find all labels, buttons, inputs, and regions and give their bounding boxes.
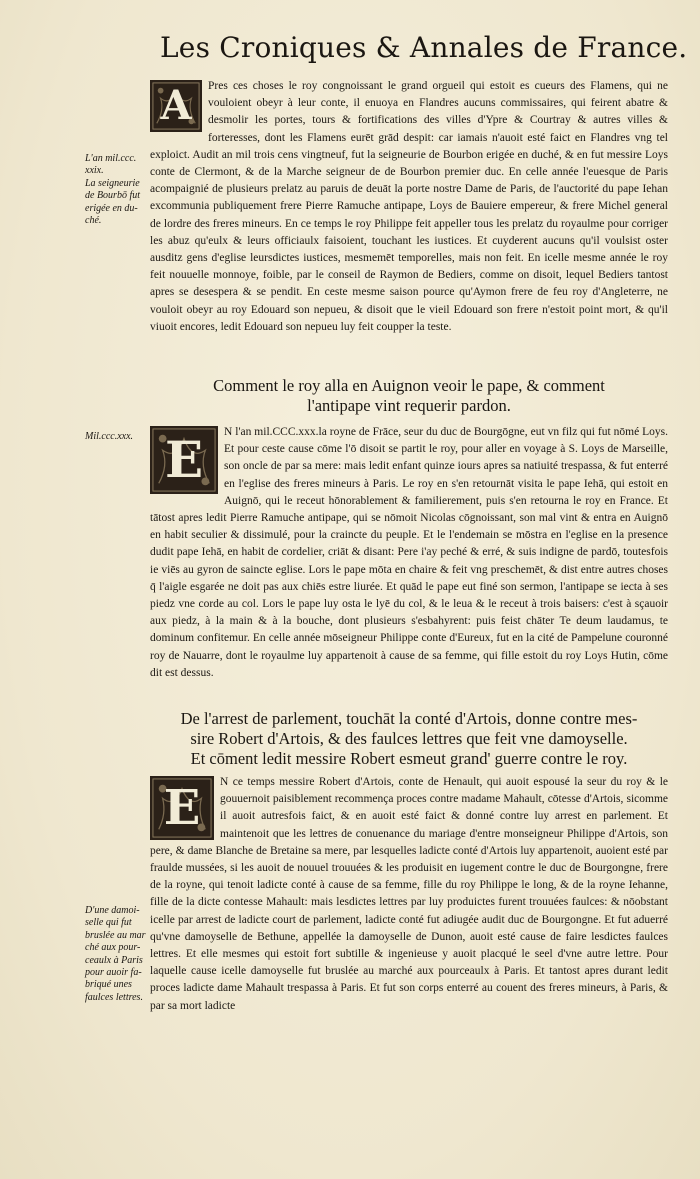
running-title: Les Croniques & Annales de France. <box>160 31 688 64</box>
decorated-initial <box>150 776 214 840</box>
sidenote-line: de Bourbō fut <box>85 190 140 202</box>
paragraph-3 <box>150 774 668 1015</box>
chapter-heading-1 <box>150 376 668 416</box>
sidenote-line: selle qui fut <box>85 917 132 929</box>
sidenote-line: ché aux pour- <box>85 942 141 954</box>
sidenote-damoiselle <box>85 905 147 1004</box>
heading-line: De l'arrest de parlement, touchāt la conté d'Artois, donne contre mes- <box>180 709 638 728</box>
sidenote-line: bruslée au mar <box>85 929 146 941</box>
initial-letter: E <box>164 430 204 489</box>
decorated-initial <box>150 426 218 494</box>
chapter-heading-2 <box>150 709 668 769</box>
heading-line: Comment le roy alla en Auignon veoir le pape, & comment <box>213 376 605 395</box>
heading-line: sire Robert d'Artois, & des faulces lettres que feit vne damoyselle. <box>190 729 628 748</box>
sidenote-line: Mil.ccc.xxx. <box>85 431 134 442</box>
initial-letter: E <box>163 780 201 836</box>
sidenote-line: pour auoir fa- <box>85 967 142 979</box>
heading-line: l'antipape vint requerir pardon. <box>307 396 511 415</box>
paragraph-2 <box>150 424 668 682</box>
sidenote-line: L'an mil.ccc. <box>85 153 137 164</box>
sidenote-line: faulces lettres. <box>85 991 143 1003</box>
paragraph-1 <box>150 78 668 336</box>
sidenote-line: briqué unes <box>85 979 132 991</box>
paragraph-text: Pres ces choses le roy congnoissant le grand orgueil qui estoit es cueurs des Flamens, qui ne vouloient obeyr à leur conte, il enuoya en Flandres aucuns commissaires, qui feirent abatre & desmolir les portes, tours & fortifications des villes d'Ypre & Courtray & autres villes & forteresses, dont les Flamens eurēt grād despit: car iamais n'auoit esté faict en Flandres vng tel exploict. Audit an mil trois cens vingtneuf, fut la seigneurie de Bourbon erigée en duché, & en fut messire Loys conte de Clermont, & de la Marche seigneur de de Bourbon premier duc. En celle année l'euesque de Paris acompaignié de plusieurs prelatz au paruis de deuāt la porte nostre Dame de Paris, de l'auctorité du pape Iehan excommunia publiquement frere Pierre Ramuche antipape, Loys de Bauiere empereur, & frere Michel general de lordre des freres mineurs. En ce temps le roy Philippe feit appeller tous les prelatz du royaulme pour corriger les abuz qu'eulx & leurs officiaulx faisoient, touchant les iustices. Et cuyderent aucuns qu'il voulsist oster ausditz gens d'eglise leursdictes iustices, mesmemēt temporelles, mais non feit. En icelle mesme année le roy feit nouuelle monnoye, foible, par le conseil de Raymon de Bediers, comme on disoit, lequel Bediers tantost apres se desespera & se pendit. En ceste mesme saison pource qu'Aymon frere de feu roy d'Angleterre, ne vouloit obeyr au roy Edouard son nepueu, & disoit que le vieil Edouard son frere n'estoit point mort, & qu'il viuoit encores, ledit Edouard son nepueu luy feit coupper la teste. <box>150 80 668 333</box>
paragraph-text: N l'an mil.CCC.xxx.la royne de Frāce, seur du duc de Bourgōgne, eut vn filz qui fut nōmé Loys. Et pour ceste cause cōme l'ō disoit se partit le roy, pour aller en voyage à S. Loys de Marseille, son oncle de par sa mere: mais ledit enfant quinze iours apres sa natiuité trespassa, & fut enterré en l'eglise des freres mineurs à Paris. Le roy en s'en retournāt visita le pape Iehā, qui estoit en Auignō, qui le receut hōnorablement & familierement, puis s'en retourna le roy en France. Et tātost apres ledit Pierre Ramuche antipape, qui se nōmoit Nicolas cōgnoissant, son mal vint & entra en Auignō en habit seculier & dissimulé, pour la craincte du peuple. Et le l'endemain se mōstra en l'eglise en la presence dudit pape Iehā, en habit de cordelier, criāt & disant: Pere i'ay peché & erré, & suis indigne de pardō, toutesfois ie viēs au gyron de saincte eglise. Lors le pape mōta en chaire & feit vng preschemēt, & dist entre autres choses q̄ l'aigle esgarée ne doit pas aux chiēs estre liurée. Et quād le pape eut finé son sermon, l'antipape se iecta à ses piedz vne corde au col. Lors le pape luy osta le lyē du col, & le leua & le receut à trois baisers: c'est à sçauoir aux piedz, à la main & à la bouche, dont plusieurs s'esbahyrent: puis feist chāter Te deum laudamus, te dominum confitemur. En celle année mōseigneur Philippe conte d'Eureux, fut en la cité de Pampelune couronné roy de Nauarre, dont le royaulme luy appartenoit à cause de sa femme, qui fille estoit du roy Loys Hutin, cōme dit est dessus. <box>150 426 668 679</box>
heading-line: Et cōment ledit messire Robert esmeut grand' guerre contre le roy. <box>190 749 628 768</box>
sidenote-1329 <box>85 153 147 227</box>
sidenote-line: ché. <box>85 215 102 227</box>
sidenote-line: La seigneurie <box>85 177 140 189</box>
decorated-initial <box>150 80 202 132</box>
sidenote-line: xxix. <box>85 165 104 177</box>
paragraph-text: N ce temps messire Robert d'Artois, conte de Henault, qui auoit espousé la seur du roy & le gouuernoit paisiblement recommença proces contre madame Mahault, cōtesse d'Artois, sicomme il auoit autresfois faict, & en auoit esté faict & donné contre luy arrest en parlement. Et maintenoit que les lettres de conuenance du mariage d'entre monseigneur Philippe d'Artois, son pere, & dame Blanche de Bretaine sa mere, par lesquelles ladicte conté d'Artois luy appartenoit, auoient esté par fraulde mussées, si les auoit de nouuel trouuées & les produisit en iugement contre le duc de Bourgongne, frere de la royne, qui tenoit ladicte conté à cause de sa femme, fille du roy Philippe le long, & de la royne Iehanne, fille de la dicte contesse Mahault: mais lesdictes lettres par luy produictes furent trouuées faulces: & nōobstant icelle par arrest de ladicte court de parlement, ladicte conté fut adiugée audit duc de Bourgongne. Et fut aduerré qu'vne damoyselle de Bethune, appellée la damoyselle de Dunon, auoit esté cause de faire lesdictes faulces lettres. Et elle mesmes qui estoit fort subtille & ingenieuse y auoit placqué le seel d'vne autre lettre. Pour laquelle cause icelle damoyselle fut bruslée au marché aux pourceaulx à Paris. Et tantost apres durant ledit proces ladicte dame Mahault trespassa à Paris. Et fut son corps enterré au couent des freres mineurs, à Paris, & par sa mort ladicte <box>150 776 668 1012</box>
sidenote-line: D'une damoi- <box>85 905 140 916</box>
sidenote-1330 <box>85 431 147 443</box>
sidenote-line: erigée en du- <box>85 202 138 214</box>
sidenote-line: ceaulx à Paris <box>85 954 143 966</box>
initial-letter: A <box>160 82 192 129</box>
